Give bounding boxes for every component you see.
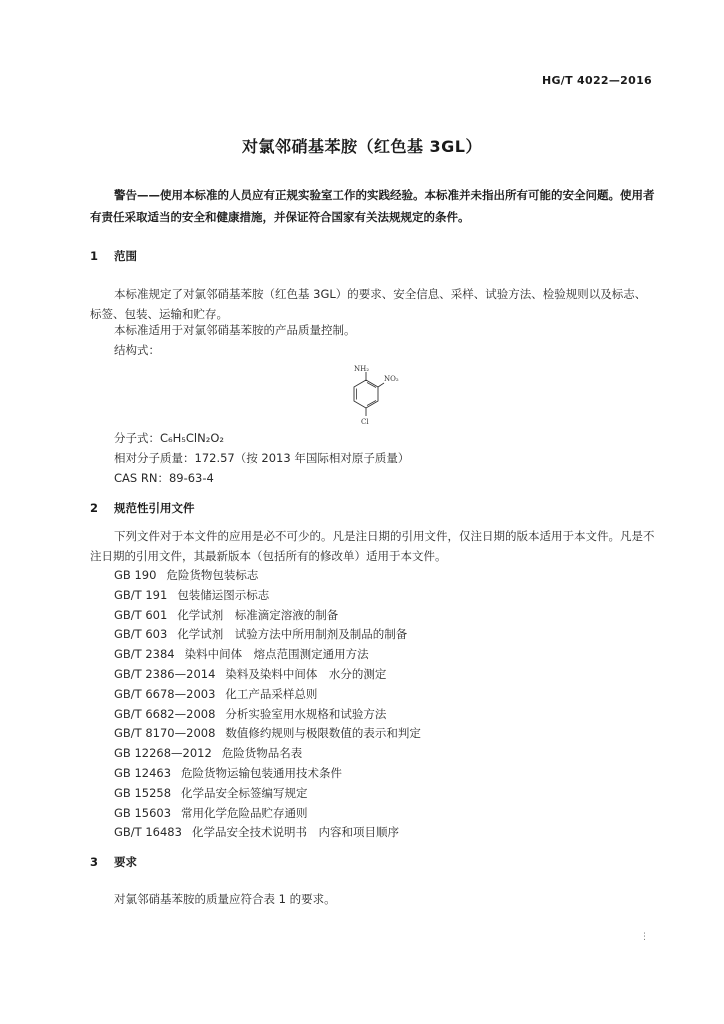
cl-group: Cl <box>361 418 369 426</box>
molecular-formula-line <box>114 430 224 446</box>
reference-item <box>114 685 421 705</box>
reference-item <box>114 625 421 645</box>
section-2-heading <box>90 500 195 516</box>
reference-title: 化学品安全技术说明书 内容和项目顺序 <box>191 825 399 840</box>
reference-title: 常用化学危险品贮存通则 <box>181 805 308 820</box>
scan-mark: ⋮ <box>640 932 649 942</box>
document-title: 对氯邻硝基苯胺（红色基 3GL） <box>241 137 483 156</box>
reference-item <box>114 804 421 824</box>
reference-title: 危险货物包装标志 <box>166 568 259 582</box>
reference-code: GB 12268—2012 <box>114 746 212 761</box>
reference-code: GB/T 2384 <box>114 647 175 662</box>
reference-title: 染料中间体 熔点范围测定通用方法 <box>184 647 369 662</box>
section-1-paragraph-2: 本标准适用于对氯邻硝基苯胺的产品质量控制。 <box>114 323 356 337</box>
reference-item <box>114 764 421 784</box>
reference-item <box>114 586 421 606</box>
reference-code: GB 190 <box>114 568 157 582</box>
section-3-paragraph-1: 对氯邻硝基苯胺的质量应符合表 1 的要求。 <box>114 892 336 906</box>
section-number: 2 <box>90 501 99 515</box>
section-number: 3 <box>90 855 99 869</box>
reference-code: GB/T 191 <box>114 587 168 602</box>
reference-title: 化学试剂 标准滴定溶液的制备 <box>177 607 339 622</box>
reference-code: GB/T 6678—2003 <box>114 686 216 701</box>
reference-item <box>114 823 421 843</box>
section-title: 规范性引用文件 <box>114 501 195 515</box>
reference-item <box>114 606 421 626</box>
structural-formula <box>340 364 410 432</box>
section-title: 范围 <box>114 249 137 263</box>
section-1-heading <box>90 248 137 264</box>
cas-number-line: CAS RN：89-63-4 <box>114 471 214 485</box>
reference-title: 化学试剂 试验方法中所用制剂及制品的制备 <box>177 627 408 642</box>
reference-title: 化工产品采样总则 <box>225 686 318 701</box>
reference-list <box>114 566 421 843</box>
reference-title: 数值修约规则与极限数值的表示和判定 <box>225 726 421 741</box>
reference-item <box>114 784 421 804</box>
structure-label: 结构式： <box>114 343 160 357</box>
reference-title: 分析实验室用水规格和试验方法 <box>225 706 387 721</box>
reference-title: 染料及染料中间体 水分的测定 <box>225 666 387 681</box>
reference-code: GB 15258 <box>114 785 172 800</box>
section-title: 要求 <box>114 855 137 869</box>
reference-item <box>114 566 421 586</box>
no2-group: NO₂ <box>384 375 399 383</box>
section-2-intro: 下列文件对于本文件的应用是必不可少的。凡是注日期的引用文件，仅注日期的版本适用于本文件。凡是不注日期的引用文件，其最新版本（包括所有的修改单）适用于本文件。 <box>90 529 655 563</box>
reference-item <box>114 705 421 725</box>
reference-item <box>114 724 421 744</box>
reference-title: 包装储运图示标志 <box>177 587 270 602</box>
reference-code: GB/T 603 <box>114 627 168 642</box>
benzene-ring <box>354 380 378 408</box>
reference-code: GB 15603 <box>114 805 172 820</box>
standard-code: HG/T 4022—2016 <box>541 74 652 87</box>
formula-label: 分子式： <box>114 431 160 445</box>
reference-code: GB/T 16483 <box>114 825 182 840</box>
reference-item <box>114 645 421 665</box>
reference-item <box>114 665 421 685</box>
reference-title: 危险货物品名表 <box>221 746 303 761</box>
section-3-heading <box>90 854 137 870</box>
reference-item <box>114 744 421 764</box>
reference-code: GB/T 601 <box>114 607 168 622</box>
reference-code: GB/T 2386—2014 <box>114 666 216 681</box>
reference-code: GB/T 6682—2008 <box>114 706 216 721</box>
formula-value: C₆H₅ClN₂O₂ <box>160 431 224 445</box>
nh2-group: NH₂ <box>354 365 370 373</box>
molecular-mass-line: 相对分子质量：172.57（按 2013 年国际相对原子质量） <box>114 451 410 465</box>
section-number: 1 <box>90 249 99 263</box>
section-1-paragraph-1: 本标准规定了对氯邻硝基苯胺（红色基 3GL）的要求、安全信息、采样、试验方法、检验规则以及标志、标签、包装、运输和贮存。 <box>90 287 647 321</box>
reference-code: GB 12463 <box>114 765 172 780</box>
reference-code: GB/T 8170—2008 <box>114 726 216 741</box>
warning-paragraph: 警告——使用本标准的人员应有正规实验室工作的实践经验。本标准并未指出所有可能的安全问题。使用者有责任采取适当的安全和健康措施，并保证符合国家有关法规规定的条件。 <box>90 188 655 224</box>
reference-title: 化学品安全标签编写规定 <box>181 785 308 800</box>
reference-title: 危险货物运输包装通用技术条件 <box>181 765 343 780</box>
